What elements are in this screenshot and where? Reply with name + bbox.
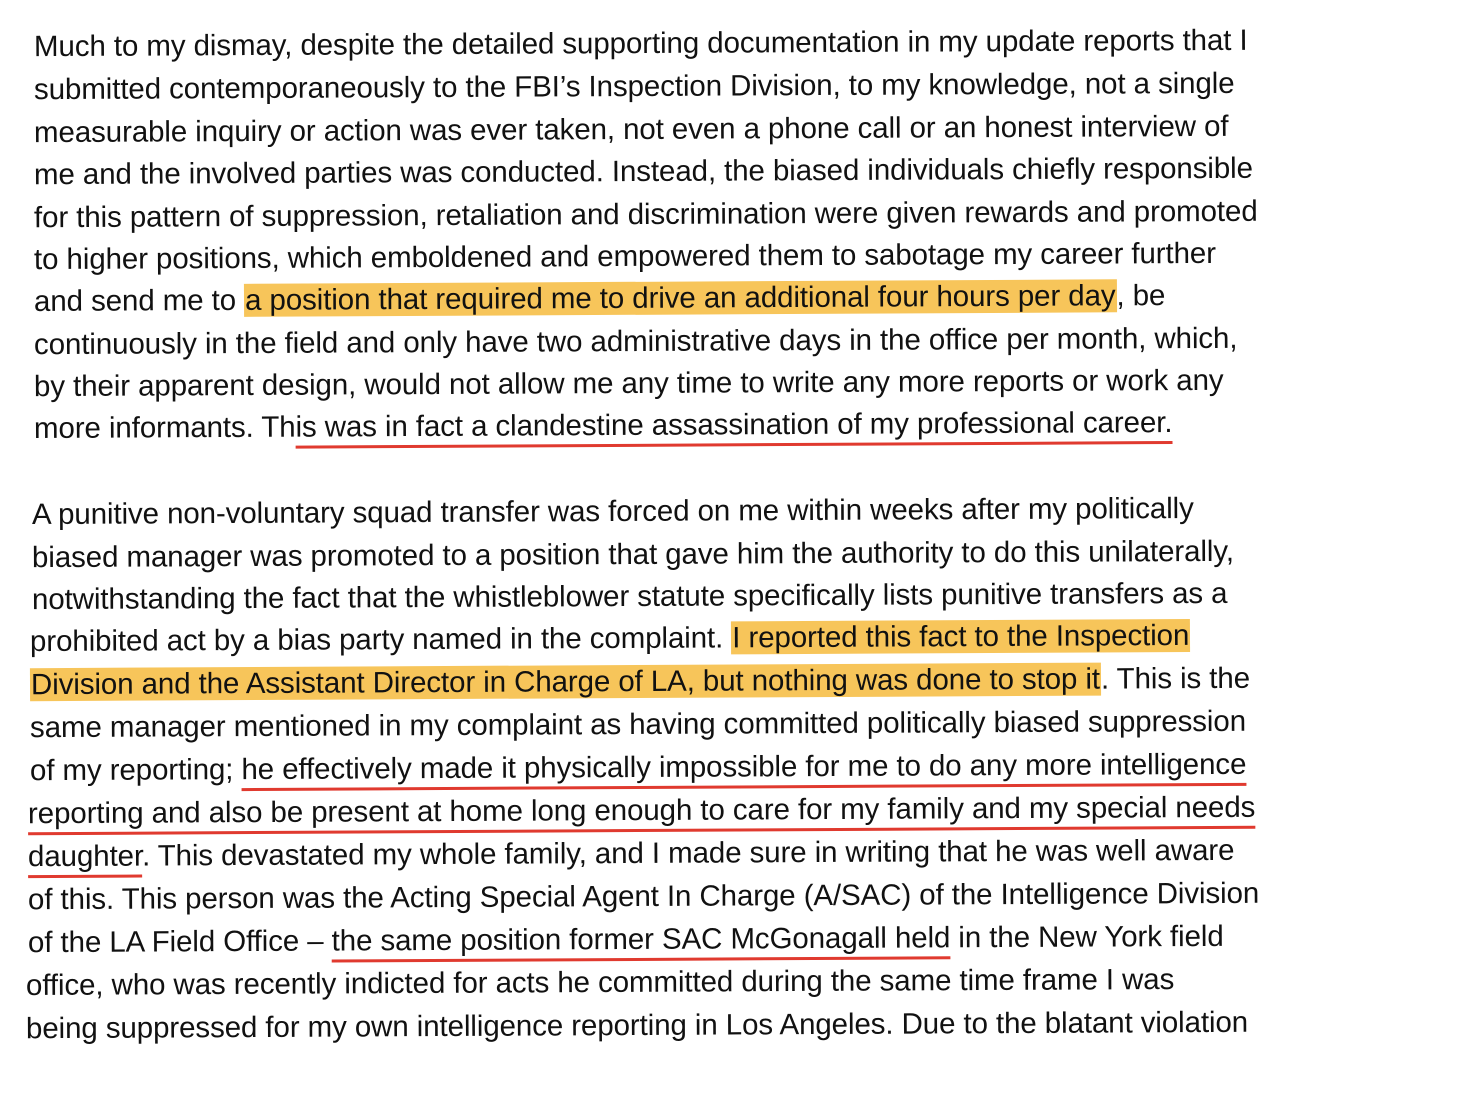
para2-line12-text: office, who was recently indicted for acts he committed during the same time frame I was [25,962,1175,1003]
para1-line9-text: by their apparent design, would not allow me any time to write any more reports or work any [33,363,1224,404]
para1-line10-pre: more informants. Th [33,410,296,445]
para1-line3 [34,109,1229,151]
para1-line6 [34,236,1216,278]
para2-line6 [30,704,1246,746]
para1-line8-text: continuously in the field and only have two administrative days in the office per month, which, [33,321,1238,362]
para2-line10 [28,876,1259,918]
highlighted-passage: Division and the Assistant Director in Charge of LA, but nothing was done to stop it [30,662,1101,702]
para1-line7-pre: and send me to [33,283,245,318]
para2-line2 [32,534,1234,576]
para2-line11 [28,919,1224,961]
para2-line8 [28,790,1255,832]
para1-line9 [34,363,1224,405]
para2-line9-post: . This devastated my whole family, and I made sure in writing that he was well aware [141,833,1235,873]
para2-line13-text: being suppressed for my own intelligence reporting in Los Angeles. Due to the blatant violation [25,1005,1249,1046]
para1-line7-post: , be [1116,279,1166,313]
para1-line7 [34,278,1166,320]
para2-line11-post: in the New York field [950,919,1224,955]
para1-line1-text: Much to my dismay, despite the detailed supporting documentation in my update reports that I [33,23,1248,64]
para1-line4 [34,151,1253,193]
para1-line2 [34,66,1235,108]
para2-line3-text: notwithstanding the fact that the whistleblower statute specifically lists punitive transfers as a [31,576,1228,617]
para2-line5-post: . This is the [1100,661,1251,696]
para1-line5 [34,194,1258,236]
underlined-passage: reporting and also be present at home long enough to care for my family and my special needs [27,790,1256,831]
para1-line8 [34,321,1238,363]
para2-line11-pre: of the LA Field Office – [27,924,332,960]
para1-line4-text: me and the involved parties was conducted. Instead, the biased individuals chiefly responsible [33,151,1253,192]
para2-line7 [30,747,1247,789]
para2-line1-text: A punitive non-voluntary squad transfer was forced on me within weeks after my politically [31,491,1194,532]
para2-line3 [32,576,1228,618]
para1-line3-text: measurable inquiry or action was ever taken, not even a phone call or an honest interview of [33,109,1229,150]
para2-line12 [26,962,1174,1004]
para1-line2-text: submitted contemporaneously to the FBI’s Inspection Division, to my knowledge, not a single [33,66,1235,107]
para2-line13 [26,1005,1248,1047]
para2-line4-pre: prohibited act by a bias party named in the complaint. [29,621,732,659]
para2-line2-text: biased manager was promoted to a position that gave him the authority to do this unilaterally, [31,534,1234,575]
underlined-passage: daughter [27,839,143,874]
underlined-passage: the same position former SAC McGonagall held [331,921,951,958]
para1-line1 [34,23,1248,65]
para2-line1 [32,491,1194,533]
para2-line7-pre: of my reporting; [29,753,242,788]
highlighted-passage: I reported this fact to the Inspection [732,618,1190,655]
para2-line4 [30,618,1190,660]
underlined-passage: is was in fact a clandestine assassination of my professional career. [295,406,1173,444]
para1-line10 [34,405,1173,447]
highlighted-passage: a position that required me to drive an additional four hours per day [244,279,1116,317]
para2-line10-text: of this. This person was the Acting Special Agent In Charge (A/SAC) of the Intelligence Division [27,876,1260,917]
para1-line6-text: to higher positions, which emboldened and empowered them to sabotage my career further [33,236,1216,277]
underlined-passage: he effectively made it physically impossible for me to do any more intelligence [241,747,1247,787]
para2-line6-text: same manager mentioned in my complaint as having committed politically biased suppression [29,704,1247,745]
para2-line9 [28,833,1235,875]
para2-line5 [30,661,1250,703]
para1-line5-text: for this pattern of suppression, retaliation and discrimination were given rewards and promoted [33,194,1258,235]
